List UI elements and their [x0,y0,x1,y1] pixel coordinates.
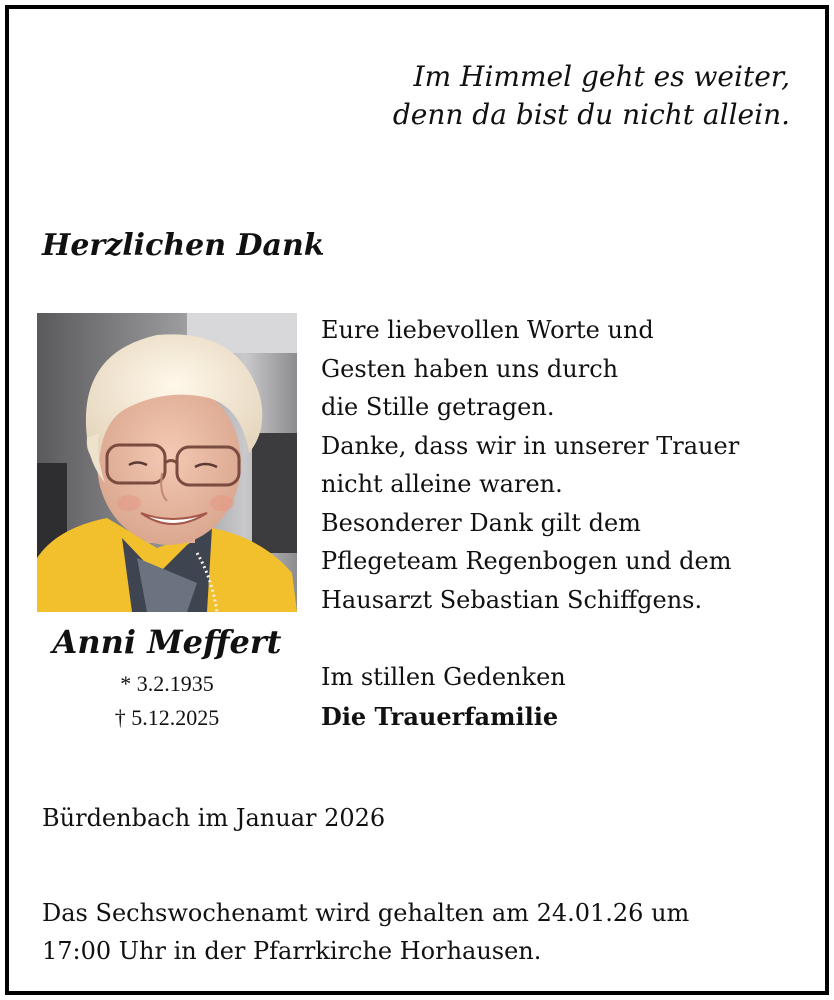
message-line: Besonderer Dank gilt dem [321,508,641,537]
message-line: Hausarzt Sebastian Schiffgens. [321,585,703,614]
message-line: die Stille getragen. [321,393,555,421]
service-notice [42,894,689,970]
place-and-date: Bürdenbach im Januar 2026 [42,804,386,832]
motto-quote [393,58,790,134]
card-heading: Herzlichen Dank [42,228,325,263]
message-line: Pflegeteam Regenbogen und dem [321,547,732,575]
portrait-image [37,313,297,612]
portrait-photo [37,313,297,612]
message-line: Gesten haben uns durch [321,354,619,383]
death-date: † 5.12.2025 [114,705,220,730]
message-line: Danke, dass wir in unserer Trauer [321,431,740,460]
closing-line: Im stillen Gedenken [321,663,566,691]
closing-block [321,657,566,737]
obituary-card [5,5,829,995]
message-line: Eure liebevollen Worte und [321,316,654,344]
birth-date: * 3.2.1935 [120,671,214,696]
family-signature: Die Trauerfamilie [321,702,559,731]
message-line: nicht alleine waren. [321,470,563,498]
deceased-name: Anni Meffert [52,623,282,661]
motto-line-2: denn da bist du nicht allein. [392,98,790,131]
thank-you-message [321,311,739,619]
service-notice-line-1: Das Sechswochenamt wird gehalten am 24.01.26 um [42,899,690,927]
motto-line-1: Im Himmel geht es weiter, [413,60,790,93]
service-notice-line-2: 17:00 Uhr in der Pfarrkirche Horhausen. [42,937,542,965]
